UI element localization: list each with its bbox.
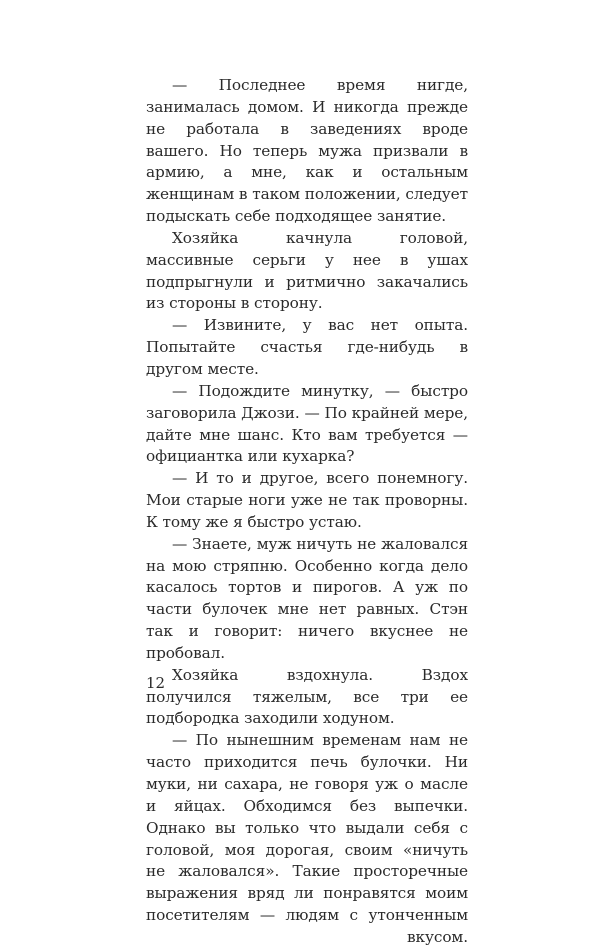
paragraph-7: Хозяйка вздохнула. Вздох получился тяжелым, все три ее подбородка заходили ходуном. xyxy=(146,665,468,728)
paragraph-3: — Извините, у вас нет опыта. Попытайте счастья где-нибудь в другом месте. xyxy=(146,316,468,378)
paragraph-8: — По нынешним временам нам не часто приходится печь булочки. Ни муки, ни сахара, не говоря уж о масле и яйцах. Обходимся без выпечки. Однако вы только что выдали себя с головой, моя дорогая, своим «ничуть не жаловался». Такие просторечные выражения вряд ли понравятся моим посетителям — людям с утонченным вкусом. xyxy=(146,731,468,946)
page-number: 12 xyxy=(146,674,166,692)
paragraph-4: — Подождите минутку, — быстро заговорила Джози. — По крайней мере, дайте мне шанс. Кто вам требуется — официантка или кухарка? xyxy=(146,381,468,466)
paragraph-1: — Последнее время нигде, занималась домом. И никогда прежде не работала в заведениях вроде вашего. Но теперь мужа призвали в армию, а мне, как и остальным женщинам в таком положении, следует подыскать себе подходящее занятие. xyxy=(146,76,468,226)
paragraph-6: — Знаете, муж ничуть не жаловался на мою стряпню. Особенно когда дело касалось тортов и пирогов. А уж по части булочек мне нет равных. Стэн так и говорит: ничего вкуснее не пробовал. xyxy=(146,534,468,662)
body-text xyxy=(146,75,468,949)
paragraph-2: Хозяйка качнула головой, массивные серьги у нее в ушах подпрыгнули и ритмично закачались из стороны в сторону. xyxy=(146,228,468,313)
paragraph-5: — И то и другое, всего понемногу. Мои старые ноги уже не так проворны. К тому же я быстро устаю. xyxy=(146,469,468,531)
